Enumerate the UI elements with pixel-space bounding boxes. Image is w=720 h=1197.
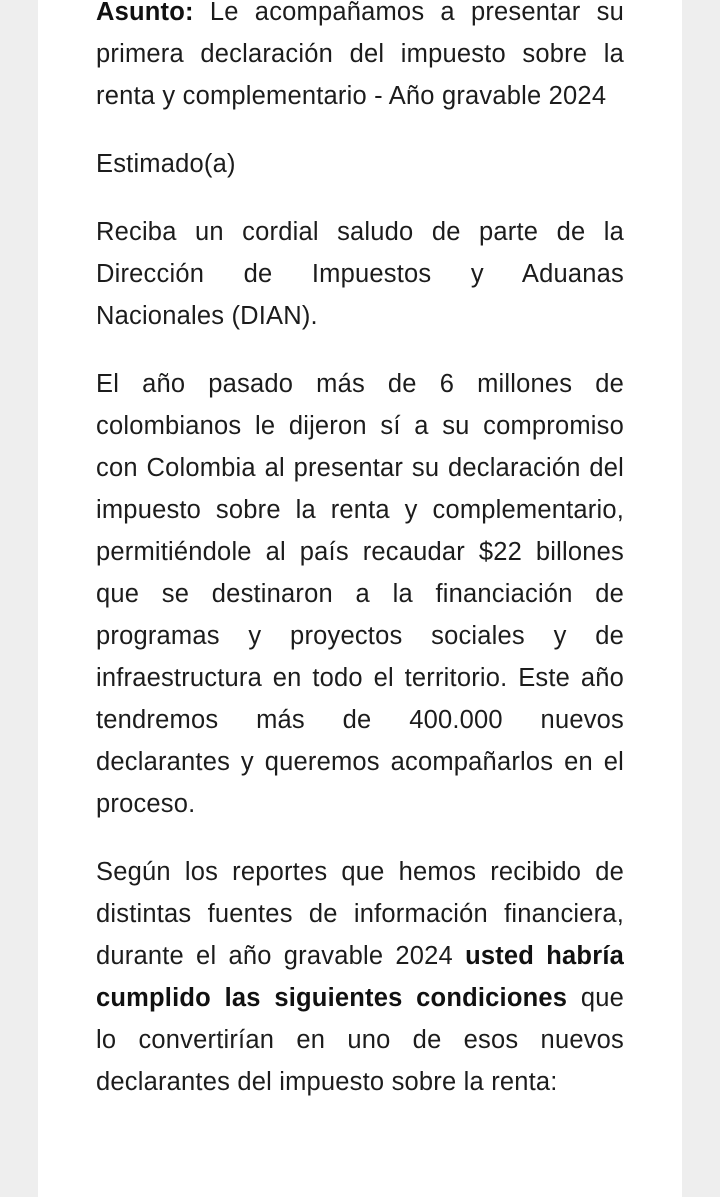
subject-paragraph <box>96 0 624 117</box>
subject-text: Le acompañamos a presentar su primera declaración del impuesto sobre la renta y complementario - Año gravable 2024 <box>96 0 624 110</box>
paragraph-conditions <box>96 851 624 1103</box>
paragraph-salutation: Reciba un cordial saludo de parte de la Dirección de Impuestos y Aduanas Nacionales (DIAN). <box>96 218 624 330</box>
paragraph-context: El año pasado más de 6 millones de colombianos le dijeron sí a su compromiso con Colombia al presentar su declaración del impuesto sobre la renta y complementario, permitiéndole al país recaudar $22 billones que se destinaron a la financiación de programas y proyectos sociales y de infraestructura en todo el territorio. Este año tendremos más de 400.000 nuevos declarantes y queremos acompañarlos en el proceso. <box>96 370 624 818</box>
conditions-intro: Según los reportes que hemos recibido de distintas fuentes de información financiera, durante el año gravable 2024 <box>96 858 624 970</box>
greeting: Estimado(a) <box>96 150 236 178</box>
conditions-outro: que lo convertirían en uno de esos nuevos declarantes del impuesto sobre la renta: <box>96 984 624 1096</box>
letter-body <box>96 0 624 1129</box>
conditions-bold: usted habría cumplido las siguientes condiciones <box>96 942 624 1012</box>
subject-label: Asunto: <box>96 0 194 26</box>
